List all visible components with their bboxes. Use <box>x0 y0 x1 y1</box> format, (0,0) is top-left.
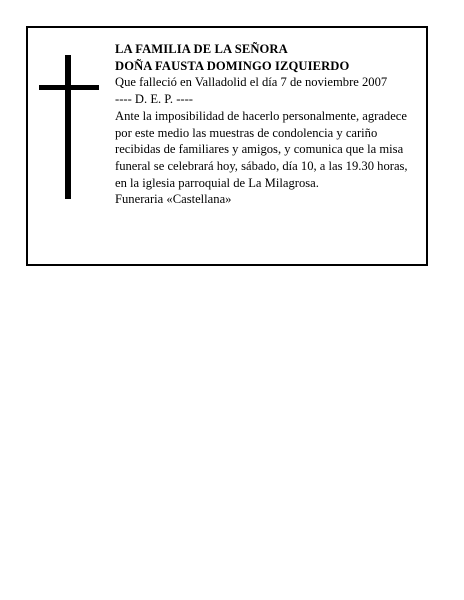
heading-deceased-name: DOÑA FAUSTA DOMINGO IZQUIERDO <box>115 58 350 73</box>
funeral-home: Funeraria «Castellana» <box>115 192 232 207</box>
obituary-notice <box>26 26 428 266</box>
notice-text <box>115 41 420 208</box>
cross-icon <box>39 55 99 199</box>
cross-vertical-bar <box>65 55 71 199</box>
notice-body: Ante la imposibilidad de hacerlo personalmente, agradece por este medio las muestras de condolencia y cariño recibidas de familiares y amigos, y comunica que la misa funeral se celebrará hoy, sábado, día 10, a las 19.30 horas, en la iglesia parroquial de La Milagrosa. <box>115 108 408 190</box>
heading-family: LA FAMILIA DE LA SEÑORA <box>115 42 288 56</box>
rip-line: ---- D. E. P. ---- <box>115 92 193 107</box>
cross-horizontal-bar <box>39 85 99 90</box>
death-date-line: Que falleció en Valladolid el día 7 de noviembre 2007 <box>115 75 388 90</box>
